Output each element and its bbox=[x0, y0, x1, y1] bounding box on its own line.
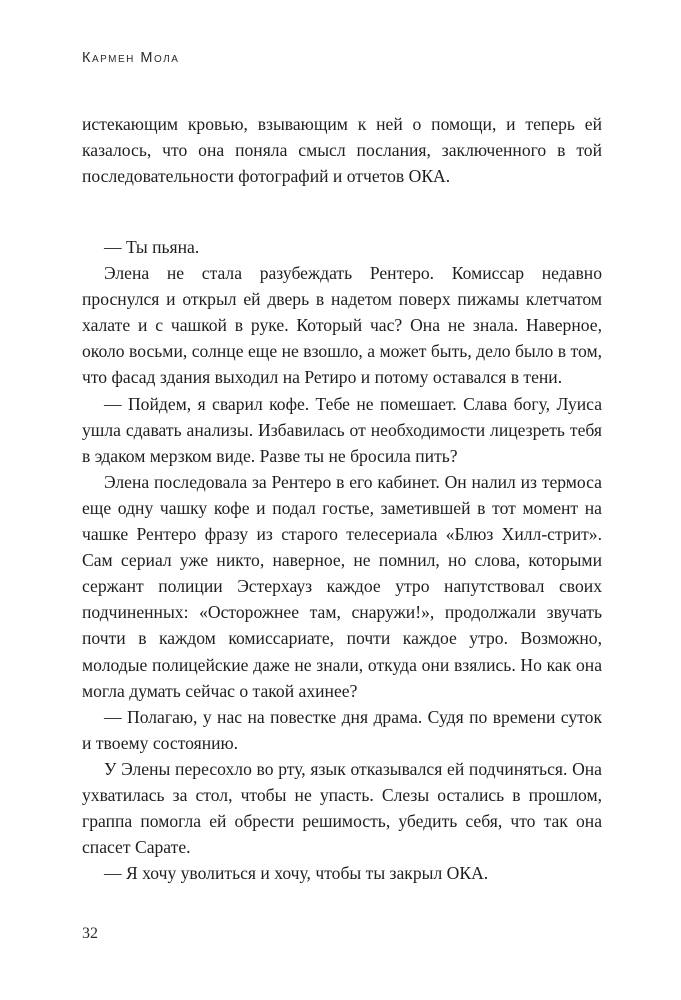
paragraph: — Ты пьяна. bbox=[104, 237, 200, 257]
paragraph: истекающим кровью, взывающим к ней о помощи, и теперь ей казалось, что она поняла смысл послания, заключенного в той последовательности фотографий и отчетов ОКА. bbox=[82, 114, 602, 187]
paragraph: У Элены пересохло во рту, язык отказывался ей подчиняться. Она ухватилась за стол, чтобы не упасть. Слезы остались в прошлом, граппа помогла ей обрести решимость, убедить себя, что так она спасет Сарате. bbox=[82, 758, 602, 858]
paragraph: — Я хочу уволиться и хочу, чтобы ты закрыл ОКА. bbox=[104, 863, 489, 884]
running-head: Кармен Мола bbox=[82, 50, 180, 66]
paragraph: — Пойдем, я сварил кофе. Тебе не помешает. Слава богу, Луиса ушла сдавать анализы. Избавилась от необходимости лицезреть тебя в эдаком мерзком виде. Разве ты не бросила пить? bbox=[82, 393, 602, 466]
paragraph: Элена не стала разубеждать Рентеро. Комиссар недавно проснулся и открыл ей дверь в надетом поверх пижамы клетчатом халате и с чашкой в руке. Который час? Она не знала. Наверное, около восьми, солнце еще не взошло, а может быть, дело было в том, что фасад здания выходил на Ретиро и потому оставался в тени. bbox=[82, 263, 602, 388]
page-number: 32 bbox=[82, 925, 98, 942]
text-block-main bbox=[82, 234, 602, 886]
paragraph: — Полагаю, у нас на повестке дня драма. Судя по времени суток и твоему состоянию. bbox=[82, 706, 602, 753]
paragraph: Элена последовала за Рентеро в его кабинет. Он налил из термоса еще одну чашку кофе и подал гостье, заметившей в тот момент на чашке Рентеро фразу из старого телесериала «Блюз Хилл-стрит». Сам сериал уже никто, наверное, не помнил, но слова, которыми сержант полиции Эстерхауз каждое утро напутствовал своих подчиненных: «Осторожнее там, снаружи!», продолжали звучать почти в каждом комиссариате, почти каждое утро. Возможно, молодые полицейские даже не знали, откуда они взялись. Но как она могла думать сейчас о такой ахинее? bbox=[82, 471, 602, 701]
text-block-top bbox=[82, 111, 602, 189]
